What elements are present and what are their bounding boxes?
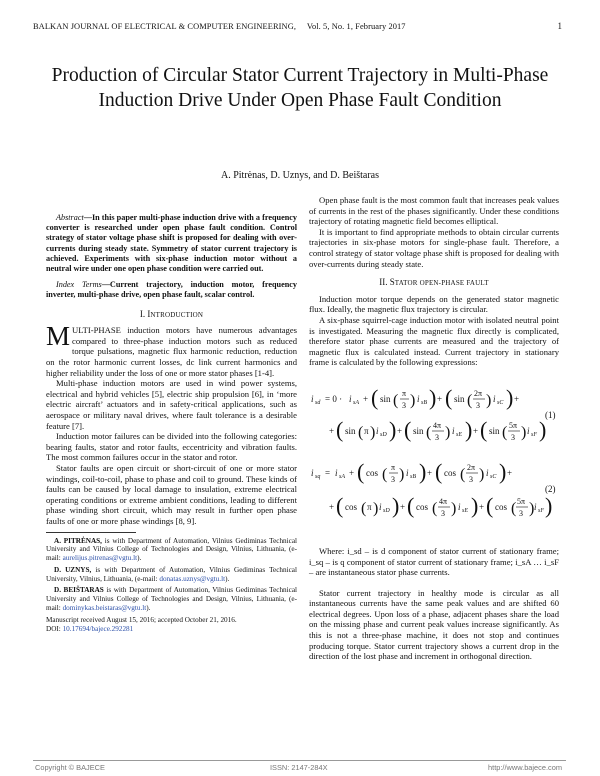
svg-text:sd: sd xyxy=(315,399,321,406)
svg-text:(: ( xyxy=(511,499,517,517)
right-paragraph-5: Stator current trajectory in healthy mode is circular as all instantaneous currents have the same peak values and are shifted 60 electrical degrees. Upon loss of a phase, adjacent phases share the load on the missing phase and current peak values increase significantly. As this is not a three-phase machine, it does not stop and continues producing torque. Stator current trajectory shows a current drop in the direction of the lost phase and increment in orthogonal direction. xyxy=(309,587,559,662)
svg-text:(: ( xyxy=(358,423,364,441)
equation-2 xyxy=(311,459,552,518)
svg-text:+: + xyxy=(329,501,335,512)
svg-text:+: + xyxy=(437,393,443,404)
svg-text:i: i xyxy=(493,393,496,404)
svg-text:): ) xyxy=(465,416,473,442)
svg-text:sB: sB xyxy=(421,399,427,406)
svg-text:i: i xyxy=(349,393,352,404)
svg-text:sE: sE xyxy=(456,431,462,438)
svg-text:5π: 5π xyxy=(517,496,526,506)
footnote-author-1 xyxy=(46,537,297,563)
svg-text:(: ( xyxy=(486,492,494,518)
svg-text:sB: sB xyxy=(410,473,416,480)
svg-text:sq: sq xyxy=(315,473,321,480)
footnote-close: ). xyxy=(225,574,230,583)
svg-text:sA: sA xyxy=(339,473,345,480)
author-list: A. Pitrėnas, D. Uznys, and D. Beištaras xyxy=(220,170,380,181)
doi-line xyxy=(46,625,297,634)
author-3-email[interactable]: dominykas.beistaras@vgtu.lt xyxy=(62,604,147,613)
svg-text:): ) xyxy=(479,465,485,483)
index-terms-text: Current trajectory, induction motor, frequency inverter, multi-phase drive, open phase fault, scalar control. xyxy=(46,280,297,300)
journal-volume: Vol. 5, No. 1, February 2017 xyxy=(306,22,406,31)
paper-title: Production of Circular Stator Current Trajectory in Multi-Phase Induction Drive Under Open Phase Fault Condition xyxy=(51,65,549,111)
svg-text:(: ( xyxy=(460,465,466,483)
right-paragraph-4: A six-phase squirrel-cage induction motor with isolated neutral point is investigated. Measuring the magnetic flux directly is complicated, therefore stator phase currents are measured and the trajectory of magnetic flux is calculated instead. Current trajectory in stationary frame is calculated by the following expressions: xyxy=(309,314,559,368)
svg-text:(: ( xyxy=(407,492,415,518)
author-2-affiliation: is with Department of Automation, Vilnius Gediminas Technical University, Vilnius, Lithuania, (e-mail: xyxy=(46,565,297,583)
svg-text:(: ( xyxy=(480,416,488,442)
section-heading-introduction xyxy=(46,309,297,321)
svg-text:i: i xyxy=(335,467,338,478)
svg-text:cos: cos xyxy=(416,501,428,512)
svg-text:+: + xyxy=(473,425,479,436)
svg-text:sF: sF xyxy=(538,507,544,514)
author-1-affiliation: is with Department of Automation, Vilnius Gediminas Technical University and Vilnius College of Technologies and Design, Vilnius, Lithuania, (e-mail: xyxy=(46,536,298,563)
svg-text:): ) xyxy=(529,499,535,517)
footer-divider xyxy=(33,760,566,761)
svg-text:+: + xyxy=(507,467,513,478)
journal-header xyxy=(33,22,406,31)
svg-text:3: 3 xyxy=(519,508,523,518)
intro-paragraph-2: Multi-phase induction motors are used in wind power systems, electrical and hybrid vehicles [5], electric ship propulsion [6], in ‘more electric aircraft’ actuators and in safety-critical applications, such as aerospace or military naval drives, where fault tolerance is a desirable feature [7]. xyxy=(46,378,297,431)
equation-1 xyxy=(311,385,546,442)
author-2-name: D. UZNYS, xyxy=(54,565,92,574)
svg-text:cos: cos xyxy=(444,467,456,478)
index-terms-label: Index Terms xyxy=(56,280,102,290)
svg-text:): ) xyxy=(410,391,416,409)
author-1-name: A. PITRĖNAS, xyxy=(54,536,102,545)
equation-2-label: (2) xyxy=(545,483,556,494)
author-1-email[interactable]: aurelijus.pitrenas@vgtu.lt xyxy=(62,554,138,563)
svg-text:+: + xyxy=(349,467,355,478)
journal-name: BALKAN JOURNAL OF ELECTRICAL & COMPUTER ENGINEERING, xyxy=(33,22,297,31)
intro-paragraph-1 xyxy=(46,321,297,378)
svg-text:i: i xyxy=(406,467,409,478)
svg-text:3: 3 xyxy=(441,508,445,518)
svg-text:+: + xyxy=(479,501,485,512)
svg-text:(: ( xyxy=(404,416,412,442)
svg-text:(: ( xyxy=(467,391,473,409)
svg-text:sC: sC xyxy=(497,399,504,406)
svg-text:i: i xyxy=(417,393,420,404)
section-title-rest: NTRODUCTION xyxy=(150,310,204,319)
svg-text:3: 3 xyxy=(476,400,480,410)
svg-text:5π: 5π xyxy=(509,420,518,430)
footnote-author-3 xyxy=(46,586,297,612)
footer-copyright: Copyright © BAJECE xyxy=(35,763,105,772)
right-paragraph-1: Open phase fault is the most common fault that increases peak values of currents in the rest of the phases significantly. Under these conditions trajectory of rotating magnetic field becomes elliptical. xyxy=(309,195,559,227)
footnote-divider xyxy=(46,532,136,533)
equations-block xyxy=(309,372,559,542)
svg-text:(: ( xyxy=(426,423,432,441)
svg-text:sC: sC xyxy=(490,473,497,480)
svg-text:2π: 2π xyxy=(467,462,476,472)
svg-text:): ) xyxy=(499,458,507,484)
footnote-close: ). xyxy=(137,554,142,563)
intro-first-word: ULTI-PHASE xyxy=(72,325,121,336)
author-3-name: D. BEIŠTARAS xyxy=(54,586,104,595)
svg-text:+: + xyxy=(329,425,335,436)
section-number: I. xyxy=(139,308,146,319)
svg-text:i: i xyxy=(311,393,314,404)
svg-text:i: i xyxy=(452,425,455,436)
svg-text:cos: cos xyxy=(366,467,378,478)
svg-text:): ) xyxy=(392,492,400,518)
intro-p1-text: induction motors have numerous advantages compared to three-phase induction motors such as reduced torque pulsations, magnetic flux harmonic reduction, reduction on the rotor harmonic current losses, dc link current harmonics and higher reliability under the loss of one or more stator phases [1-4]. xyxy=(46,325,297,378)
svg-text:cos: cos xyxy=(495,501,507,512)
manuscript-dates: Manuscript received August 15, 2016; accepted October 21, 2016. xyxy=(46,615,237,624)
svg-text:+: + xyxy=(400,501,406,512)
svg-text:= 0 ·: = 0 · xyxy=(325,393,343,404)
svg-text:(: ( xyxy=(371,384,379,410)
footnote-author-2 xyxy=(46,566,297,584)
svg-text:): ) xyxy=(486,391,492,409)
svg-text:i: i xyxy=(379,501,382,512)
svg-text:): ) xyxy=(539,416,547,442)
svg-text:sF: sF xyxy=(531,431,537,438)
svg-text:π: π xyxy=(364,425,369,436)
author-3-affiliation: is with Department of Automation, Vilnius Gediminas Technical University and Vilnius College of Technologies and Design, Vilnius, Lithuania, (e-mail: xyxy=(46,586,298,613)
svg-text:sin: sin xyxy=(345,425,356,436)
author-2-email[interactable]: donatas.uznys@vgtu.lt xyxy=(159,574,226,583)
svg-text:i: i xyxy=(534,501,537,512)
page-number: 1 xyxy=(557,21,562,31)
equation-1-label: (1) xyxy=(545,409,556,420)
svg-text:): ) xyxy=(373,499,379,517)
svg-text:): ) xyxy=(506,384,514,410)
abstract-label: Abstract xyxy=(56,213,84,222)
svg-text:sin: sin xyxy=(454,393,465,404)
svg-text:i: i xyxy=(376,425,379,436)
abstract: Abstract—In this paper multi-phase induction drive with a frequency converter is researched under open phase fault condition. Control strategy of stator voltage phase shift is proposed for dealing with over-currents during steady state. Symmetry of stator current trajectory is achieved. Experiments with six-phase induction motor without a neutral wire under one open phase condition were carried out. xyxy=(46,213,297,274)
svg-text:(: ( xyxy=(336,492,344,518)
intro-paragraph-3: Induction motor failures can be divided into the following categories: bearing faults, stator and rotor faults, eccentricity and vibration faults. The most common failures occur in the stator and rotor. xyxy=(46,431,297,463)
svg-text:(: ( xyxy=(393,391,399,409)
svg-text:): ) xyxy=(370,423,376,441)
svg-text:(: ( xyxy=(502,423,508,441)
svg-text:sD: sD xyxy=(383,507,390,514)
svg-text:(: ( xyxy=(336,416,344,442)
svg-text:): ) xyxy=(389,416,397,442)
doi-label: DOI: xyxy=(46,624,61,633)
right-column xyxy=(309,195,559,662)
svg-text:π: π xyxy=(391,462,396,472)
svg-text:i: i xyxy=(458,501,461,512)
index-terms: Index Terms—Current trajectory, induction motor, frequency inverter, multi-phase drive, open phase fault, scalar control. xyxy=(46,280,297,300)
svg-text:(: ( xyxy=(432,499,438,517)
svg-text:): ) xyxy=(399,465,405,483)
svg-text:3: 3 xyxy=(391,474,395,484)
svg-text:(: ( xyxy=(435,458,443,484)
svg-text:sin: sin xyxy=(489,425,500,436)
doi-link[interactable]: 10.17694/bajece.292281 xyxy=(62,624,134,633)
svg-text:3: 3 xyxy=(511,432,515,442)
svg-text:sE: sE xyxy=(462,507,468,514)
svg-text:i: i xyxy=(486,467,489,478)
equation-variable-definitions: Where: i_sd – is d component of stator current of stationary frame; i_sq – is q component of stator current of stationary frame; i_sA … i_sF – are instantaneous stator phase currents. xyxy=(309,545,559,578)
svg-text:): ) xyxy=(521,423,527,441)
svg-text:): ) xyxy=(429,384,437,410)
svg-text:+: + xyxy=(514,393,520,404)
svg-text:sin: sin xyxy=(413,425,424,436)
section-number: II. xyxy=(379,277,388,288)
svg-text:3: 3 xyxy=(402,400,406,410)
left-column xyxy=(46,195,297,633)
footer-issn: ISSN: 2147-284X xyxy=(270,763,328,772)
svg-text:): ) xyxy=(471,492,479,518)
section-cap: I xyxy=(147,308,151,319)
svg-text:i: i xyxy=(527,425,530,436)
svg-text:i: i xyxy=(311,467,314,478)
svg-text:3: 3 xyxy=(469,474,473,484)
intro-paragraph-4: Stator faults are open circuit or short-circuit of one or more stator windings, coil-to-coil, phase to phase and coil to ground. These kinds of faults can be caused by local damage to insulation, extreme electrical operating conditions or extreme ambient conditions, leading to different phase winding short circuit, which may result in further open phase faults of one or more phase windings [8, 9]. xyxy=(46,462,297,526)
svg-text:): ) xyxy=(545,492,553,518)
svg-text:(: ( xyxy=(361,499,367,517)
footnote-close: ). xyxy=(146,604,151,613)
svg-text:3: 3 xyxy=(435,432,439,442)
section-title-rest: TATOR OPEN-PHASE FAULT xyxy=(394,279,489,288)
svg-text:π: π xyxy=(367,501,372,512)
svg-text:(: ( xyxy=(445,384,453,410)
svg-text:): ) xyxy=(419,458,427,484)
svg-text:(: ( xyxy=(382,465,388,483)
svg-text:): ) xyxy=(445,423,451,441)
svg-text:2π: 2π xyxy=(474,388,483,398)
svg-text:+: + xyxy=(363,393,369,404)
drop-cap: M xyxy=(46,321,71,352)
equations-figure xyxy=(309,372,559,542)
svg-text:sin: sin xyxy=(380,393,391,404)
right-paragraph-3: Induction motor torque depends on the generated stator magnetic flux. Ideally, the magnetic flux trajectory is circular. xyxy=(309,293,559,315)
right-paragraph-2: It is important to find appropriate methods to obtain circular currents trajectories in six-phase motors for single-phase fault. Therefore, a control strategy of stator voltage phase shift is proposed for dealing with over-currents during steady state. xyxy=(309,226,559,269)
section-cap: S xyxy=(389,277,395,288)
svg-text:sD: sD xyxy=(380,431,387,438)
svg-text:cos: cos xyxy=(345,501,357,512)
svg-text:4π: 4π xyxy=(433,420,442,430)
svg-text:4π: 4π xyxy=(439,496,448,506)
svg-text:sA: sA xyxy=(353,399,359,406)
svg-text:π: π xyxy=(402,388,407,398)
svg-text:): ) xyxy=(451,499,457,517)
footer-url[interactable]: http://www.bajece.com xyxy=(488,763,562,772)
abstract-text: In this paper multi-phase induction drive with a frequency converter is researched under open phase fault condition. Control strategy of stator voltage phase shift is proposed for dealing with over-currents during steady state. Symmetry of stator current trajectory is achieved. Experiments with six-phase induction motor without a neutral wire under one open phase condition were carried out. xyxy=(46,213,297,274)
svg-text:+: + xyxy=(397,425,403,436)
svg-text:=: = xyxy=(325,467,331,478)
svg-text:(: ( xyxy=(357,458,365,484)
svg-text:+: + xyxy=(427,467,433,478)
section-heading-stator-fault xyxy=(309,277,559,289)
